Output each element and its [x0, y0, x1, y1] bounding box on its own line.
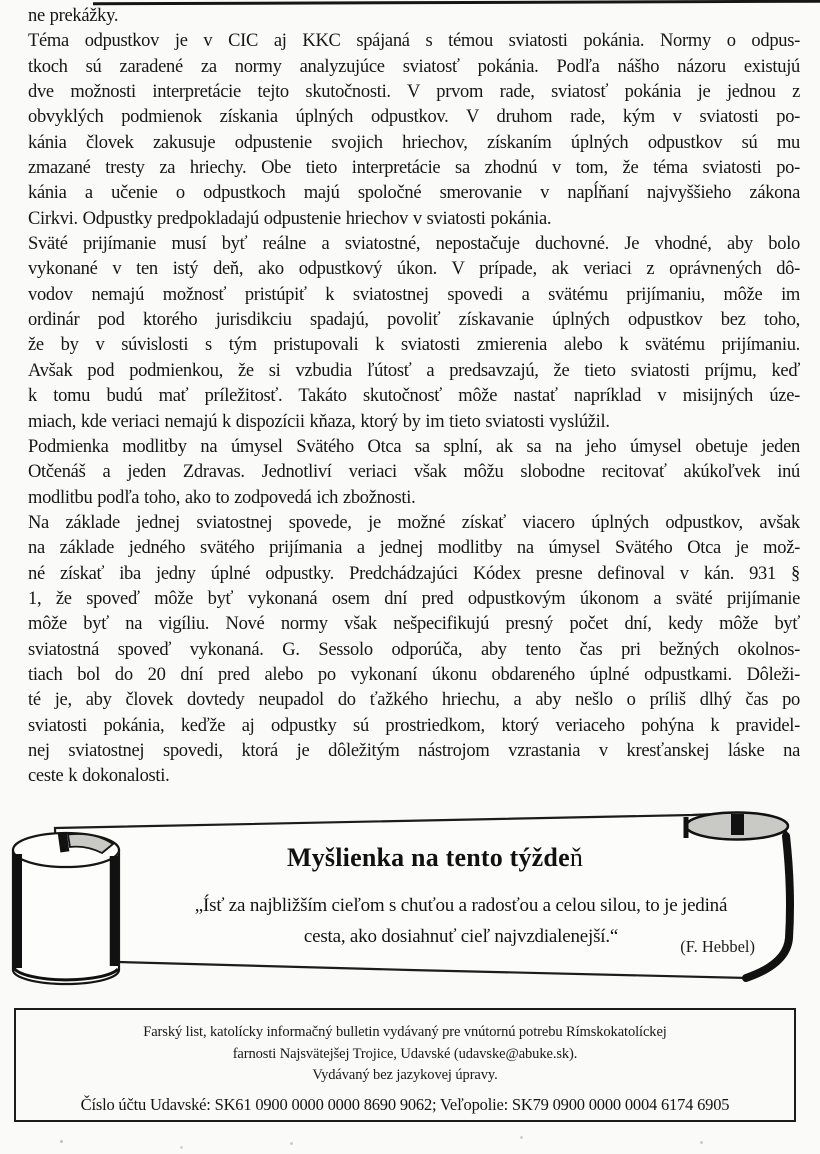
body-line: k tomu budú mať príležitosť. Takáto skutočnosť môže nastať napríklad v misijných úze-	[28, 386, 800, 407]
body-line: ordinár pod ktorého jurisdikciu spadajú, povoliť získavanie úplných odpustkov bez toho,	[28, 310, 800, 331]
weekly-thought-title-bold: Myšlienka na tento týžde	[286, 843, 570, 872]
imprint-text	[16, 1022, 794, 1087]
body-line: modlitbu podľa toho, ako to zodpovedá ich zbožnosti.	[28, 487, 416, 508]
body-line: ne prekážky.	[28, 6, 119, 26]
body-line: sviatosti pokánia, keďže aj odpustky sú prostriedkom, ktorý veriaceho pohýna k pravidel-	[28, 715, 800, 736]
quote-line: „Ísť za najbližším cieľom s chuťou a radosťou a celou silou, to je jediná	[194, 895, 728, 916]
weekly-thought-title	[140, 843, 730, 873]
body-line: ceste k dokonalosti.	[28, 766, 170, 787]
body-line: Otčenáš a jeden Zdravas. Jednotliví veriaci však môžu slobodne recitovať akúkoľvek inú	[28, 462, 800, 483]
bank-account-line: Číslo účtu Udavské: SK61 0900 0000 0000 8690 9062; Veľopolie: SK79 0900 0000 0004 6174 6905	[80, 1094, 730, 1114]
imprint-line: Vydávaný bez jazykovej úpravy.	[312, 1067, 498, 1083]
weekly-thought-title-suffix: ň	[569, 843, 584, 872]
body-line: né získať iba jedny úplné odpustky. Predchádzajúci Kódex presne definoval v kán. 931 §	[28, 563, 800, 584]
body-line: Cirkvi. Odpustky predpokladajú odpustenie hriechov v sviatosti pokánia.	[28, 208, 552, 229]
body-line: kánia a učenie o odpustkoch majú spoločné smerovanie v napĺňaní najvyššieho zákona	[28, 183, 800, 204]
body-line: sviatostná spoveď vykonaná. G. Sessolo odporúča, aby tento čas pri bežných okolnos-	[28, 639, 800, 660]
body-line: nej sviatostnej spovedi, ktorá je dôležitým nástrojom vzrastania v kresťanskej láske na	[28, 740, 800, 761]
body-line: kánia človek zakusuje odpustenie svojich hriechov, získaním úplných odpustkov sú mu	[28, 132, 800, 153]
quote-line: cesta, ako dosiahnuť cieľ najvzdialenejší.“	[303, 926, 619, 947]
body-line: Podmienka modlitby na úmysel Svätého Otca sa splní, ak sa na jeho úmysel obetuje jeden	[28, 436, 800, 457]
body-line: na základe jedného svätého prijímania a jednej modlitby na úmysel Svätého Otca je mož-	[28, 538, 800, 559]
body-line: miach, kde veriaci nemajú k dispozícii kňaza, ktorý by im tieto sviatosti vyslúžil.	[28, 411, 610, 432]
scroll-left-roll-body	[13, 850, 119, 984]
body-line: že by v súvislosti s tým pristupovali k sviatosti zmierenia alebo k svätému prijímaniu.	[28, 335, 800, 356]
body-line: vodov nemajú možnosť pristúpiť k sviatostnej spovedi a svätému prijímaniu, môže im	[28, 284, 800, 305]
body-line: vykonané v ten istý deň, ako odpustkový úkon. V prípade, ak veriaci z oprávnených dô-	[28, 259, 800, 280]
scroll-right-roll-notch	[731, 814, 744, 835]
quote-attribution: (F. Hebbel)	[680, 937, 755, 956]
body-line: Avšak pod podmienkou, že si vzbudia ľútosť a predsavzajú, že tieto sviatosti príjmu, keď	[28, 360, 800, 381]
scan-noise	[60, 1140, 63, 1143]
body-line: tkoch sú zaradené za normy analyzujúce sviatosť pokánia. Podľa nášho názoru existujú	[28, 56, 800, 77]
body-line: dve možnosti interpretácie tejto skutočnosti. V prvom rade, sviatosť pokánia je jednou z	[28, 82, 800, 103]
body-line: tiach bol do 20 dní pred alebo po vykonaní úkonu obdareného úplné odpustkami. Dôleži-	[28, 664, 800, 685]
body-line: obvyklých podmienok získania úplných odpustkov. V druhom rade, kým v sviatosti po-	[28, 107, 800, 128]
body-line: Sväté prijímanie musí byť reálne a sviatostné, nepostačuje duchovné. Je vhodné, aby bolo	[28, 234, 800, 255]
body-line: Téma odpustkov je v CIC aj KKC spájaná s témou sviatosti pokánia. Normy o odpus-	[28, 31, 800, 52]
body-line: 1, že spoveď môže byť vykonaná osem dní pred odpustkovým úkonom a sväté prijímanie	[28, 588, 800, 609]
imprint-line: farnosti Najsvätejšej Trojice, Udavské (udavske@abuke.sk).	[232, 1045, 578, 1062]
body-text	[28, 4, 800, 790]
body-line: môže byť na vigíliu. Nové normy však nešpecifikujú presný počet dní, kedy môže byť	[28, 614, 800, 635]
body-line: Na základe jednej sviatostnej spovede, je možné získať viacero úplných odpustkov, avšak	[28, 512, 800, 533]
imprint-box	[14, 1008, 796, 1122]
imprint-line: Farský list, katolícky informačný bulletin vydávaný pre vnútornú potrebu Rímskokatolíckej	[143, 1024, 667, 1040]
body-line: zmazané tresty za hriechy. Obe tieto interpretácie sa zhodnú v tom, že téma sviatosti po-	[28, 158, 800, 179]
body-line: té je, aby človek dovtedy neupadol do ťažkého hriechu, a aby nešlo o príliš dlhý čas po	[28, 690, 800, 711]
